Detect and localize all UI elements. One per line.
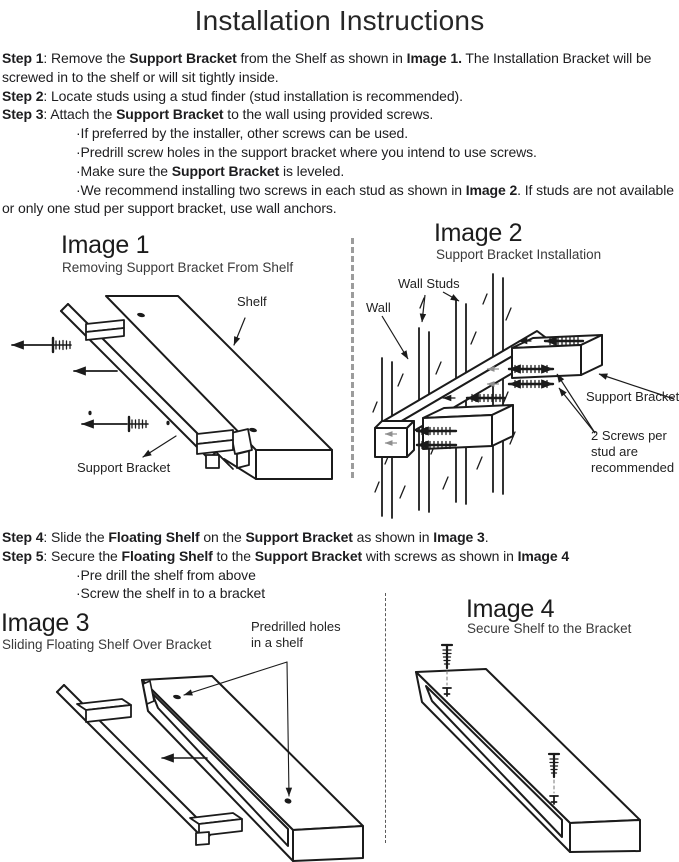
wall-studs-label: Wall Studs [398,276,460,291]
text-segment: : Slide the [43,529,109,545]
steps-4-5-text [2,528,678,603]
instruction-line [2,528,678,547]
text-segment: Support Bracket [254,547,363,564]
text-segment: The Installation Bracket will be screwed in to the shelf or will sit tightly inside. [2,50,652,85]
text-segment: : Locate studs using a stud finder (stud installation is recommended). [43,87,463,104]
text-segment: . [484,529,489,545]
instruction-line [2,87,678,106]
image3-diagram [0,640,385,862]
text-segment: Step 4 [2,529,44,545]
image2-heading: Image 2 [434,219,523,247]
text-segment: Support Bracket [116,106,224,123]
steps-1-3-text [2,49,678,218]
text-segment: from the Shelf as shown in [236,50,407,66]
text-segment: Step 3 [2,106,44,123]
image4-diagram [389,630,679,862]
text-segment: on the [199,529,246,545]
text-segment: as shown in [352,529,434,545]
image1-subtitle: Removing Support Bracket From Shelf [62,260,294,275]
text-segment: ·Screw the shelf in to a bracket [76,585,265,602]
text-segment: Step 1 [2,50,44,66]
rail-end-cube-shape [375,421,414,457]
instruction-line [2,547,678,566]
text-segment: ·Pre drill the shelf from above [76,566,256,583]
text-segment: Step 5 [2,547,44,564]
text-segment: : Secure the [43,547,122,564]
text-segment: to the [212,547,255,564]
text-segment: : Attach the [43,106,117,123]
image1-heading: Image 1 [61,231,150,259]
dashed-divider-bottom [385,593,386,843]
text-segment: Image 3 [433,529,485,545]
instruction-line [2,124,678,143]
image3-subtitle: Sliding Floating Shelf Over Bracket [2,637,212,652]
text-segment: : Remove the [43,50,130,66]
instruction-line [2,143,678,162]
support-bracket-label-1: Support Bracket [77,460,171,475]
screws-note-label: 2 Screws per stud are recommended [591,428,675,475]
wall-label: Wall [366,300,391,315]
text-segment: Support Bracket [129,50,237,66]
text-segment: Image 1. [406,50,462,66]
text-segment: Floating Shelf [121,547,213,564]
text-segment: Support Bracket [245,529,353,545]
removal-arrow-icons [12,345,127,424]
floating-shelf-shape [416,669,640,852]
support-bracket-label-2: Support Bracket [586,389,679,404]
text-segment: Step 2 [2,87,44,104]
image4-heading: Image 4 [466,595,555,623]
predrilled-holes-label: Predrilled holes in a shelf [251,619,341,650]
text-segment: Floating Shelf [108,529,200,545]
instruction-line [2,162,678,181]
text-segment: ·We recommend installing two screws in each stud as shown in [76,181,466,198]
instruction-line [2,181,678,219]
image4-subtitle: Secure Shelf to the Bracket [467,621,632,636]
text-segment: ·Make sure the [76,162,172,179]
text-segment: Image 4 [517,547,570,564]
instruction-line [2,105,678,124]
text-segment: ·If preferred by the installer, other screws can be used. [76,125,409,142]
text-segment: with screws as shown in [362,547,518,564]
image1-diagram [0,278,355,522]
text-segment: to the wall using provided screws. [223,106,434,123]
instruction-line [2,49,678,87]
text-segment: . If studs are not available or only one stud per support bracket, use wall anchors. [2,181,674,217]
page-title: Installation Instructions [194,5,485,36]
floating-shelf-shape [142,676,363,861]
shelf-label: Shelf [237,294,267,309]
bracket-arm-lower-shape [423,405,513,449]
text-segment: Support Bracket [171,162,280,179]
instruction-line [2,584,678,603]
text-segment: ·Predrill screw holes in the support bracket where you intend to use screws. [76,143,537,160]
instruction-line [2,566,678,585]
image3-heading: Image 3 [1,609,90,637]
image2-subtitle: Support Bracket Installation [436,247,602,262]
text-segment: Image 2 [465,181,518,198]
text-segment: is leveled. [279,162,345,179]
